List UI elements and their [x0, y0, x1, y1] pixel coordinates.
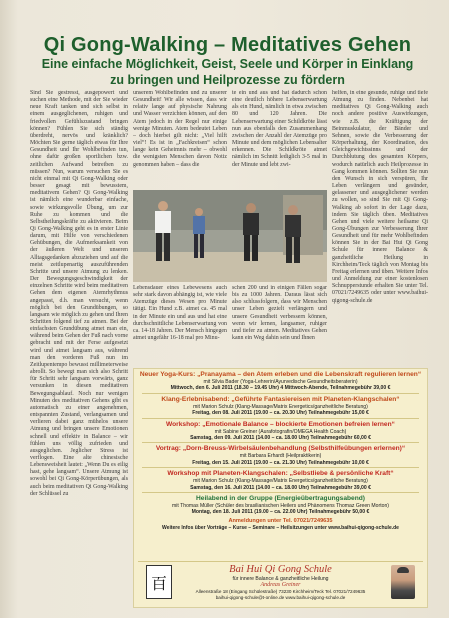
- article-text: unserem Wohlbefinden und zu unserer Gesundheit! Wir alle wissen, dass wir relativ lange auf physische Nahrung und Wasser verzichten können, auf den Atem jedoch in der Regel nur einige wenige Minuten. Atem bedeutet Leben – doch hierbei gilt nicht: „Viel hilft viel“! Es ist in „Fachkreisen“ schon lange kein Geheimnis mehr – obwohl die wenigsten Menschen davon Notiz genommen haben – dass die: [133, 90, 227, 168]
- ad-item-date: Samstag, den 16. Juli 2011 (14.00 – ca. 18.00 Uhr) Teilnahmegebühr 39,00 €: [190, 484, 371, 491]
- article-subtitle-line1: Eine einfache Möglichkeit, Geist, Seele und Körper in Einklang: [41, 57, 414, 71]
- ad-item-host: mit Marion Schulz (Klang-Massage/Matrix Energetics/ganzheitliche Beratung): [193, 403, 368, 410]
- ad-item-klang: [134, 394, 427, 417]
- ad-item-heilabend: [134, 493, 427, 516]
- article-column-3-bottom: [232, 285, 327, 355]
- logo-glyph: 百: [150, 573, 167, 593]
- school-contact: baihui-qigong-schule@t-online.de www.baihui-qigong-schule.de: [215, 594, 346, 600]
- article-column-1: [30, 90, 128, 608]
- school-signature: Andreas Greiner: [260, 582, 301, 589]
- qigong-walking-photo: [133, 190, 327, 282]
- ad-item-title: Workshop: „Emotionale Balance – blockierte Emotionen befreien lernen“: [166, 420, 395, 428]
- article-column-3-top: [232, 90, 327, 188]
- school-tagline: für innere Balance & ganzheitliche Heilung: [232, 576, 329, 582]
- article-text: schen 200 und in einigen Fällen sogar bis zu 1000 Jahren. Daraus lässt sich also schlussfolgern, dass wir Menschen unser Leben gezielt verlängern und unsere Gesundheit verbessern können, wenn wir lernen, langsamer, ruhiger und tiefer zu atmen. Meditatives Gehen kann ein Weg dahin sein und Ihnen: [232, 285, 327, 342]
- ad-item-date: Montag, den 18. Juli 2011 (19.00 – ca. 22.00 Uhr) Teilnahmegebühr 50,00 €: [191, 509, 370, 516]
- article-title: Qi Gong-Walking – Meditatives Gehen: [43, 34, 412, 56]
- school-logo-icon: [146, 565, 172, 599]
- ad-item-title: Heilabend in der Gruppe (Energieübertragungsabend): [196, 495, 365, 503]
- ad-item-title: Klang-Erlebnisabend: „Geführte Fantasiereisen mit Planeten-Klangschalen“: [161, 395, 400, 403]
- article-text: helfen, in eine gesunde, ruhige und tiefe Atmung zu finden. Nebenbei hat meditatives Qi Gong-Walking auch noch andere positive Auswirkungen, wie z.B. die Kräftigung der Beinmuskulatur, der Bänder und Sehnen, sowie die Verbesserung der Körperhaltung, der Koordination, des Gleichgewichtssinns und der Durchblutung des gesamten Körpers, wodurch natürlich auch Heilprozesse in Gang kommen können. Sollten Sie nun den Wunsch in sich verspüren, Ihr Leben verlängern und gesünder, gelassener und ausgeglichener werden zu wollen, so sind Sie mit Qi Gong-Walking ab sofort in der Lage dazu, indem Sie täglich üben. Meditatives Gehen und viele weitere heilsame Qi Gong-Übungen zur Verbesserung Ihrer Gesundheit und für mehr Wohlbefinden können Sie in der Bai Hui Qi Gong Schule für innere Balance & ganzheitliche Heilung in Kirchheim/Teck täglich von Montag bis Freitag erlernen und üben. Weitere Infos und Anmeldung zur einer kostenlosen Schnupperstunde erhalten Sie unter Tel. 07021/7249635 oder unter www.baihui-qigong-schule.de: [332, 90, 428, 304]
- article-header: [30, 34, 425, 88]
- article-subtitle-line2: zu bringen und Heilprozesse zu fördern: [110, 73, 345, 87]
- ad-item-date: Freitag, den 15. Juli 2011 (19.00 – ca. 21.30 Uhr) Teilnahmegebühr 10,00 €: [192, 459, 369, 466]
- ad-item-emotion: [134, 419, 427, 442]
- article-column-2-bottom: [133, 285, 227, 355]
- photo-figures: [133, 190, 327, 282]
- ad-item-date: Mittwoch, den 6. Juli 2011 (18.30 – 19.45 Uhr) 4 Mittwoch-Abende, Teilnahmegebühr 39,00 €: [170, 385, 391, 392]
- ad-item-date: Freitag, den 08. Juli 2011 (19.00 – ca. 20.30 Uhr) Teilnahmegebühr 15,00 €: [192, 410, 369, 417]
- ad-item-host: mit Marion Schulz (Klang-Massage/Matrix Energetics/ganzheitliche Beratung): [193, 478, 368, 485]
- article-column-2-top: [133, 90, 227, 188]
- ad-item-yoga: [134, 369, 427, 392]
- school-advertisement: [133, 368, 428, 608]
- article-text: Lebensdauer eines Lebewesens auch sehr stark davon abhängig ist, wie viele Atemzüge dieses Wesen pro Minute tätigt. Ein Hund z.B. atmet ca. 45 mal in der Minute ein und aus und hat eine durchschnittliche Lebenserwartung von ca. 14-18 Jahren. Der Mensch hingegen atmet ungefähr 16-18 mal pro Minu-: [133, 285, 227, 342]
- school-footer: [138, 561, 423, 603]
- more-info-line: Weitere Infos über Vorträge – Kurse – Seminare – Heilsitzungen unter www.baihui-qigong-schule.de: [162, 524, 399, 531]
- ad-item-title: Workshop mit Planeten-Klangschalen: „Selbstliebe & persönliche Kraft“: [167, 470, 394, 478]
- teacher-portrait: [391, 565, 415, 599]
- ad-item-title: Neuer Yoga-Kurs: „Pranayama – den Atem erleben und die Lebenskraft regulieren lernen“: [139, 371, 422, 378]
- school-name: Bai Hui Qi Gong Schule: [229, 564, 332, 575]
- ad-item-host: mit Silvia Bader (Yoga-Lehrerin/Ayurvedische Gesundheitsberaterin): [203, 379, 358, 385]
- ad-item-date: Samstag, den 09. Juli 2011 (14.00 – ca. 18.00 Uhr) Teilnahmegebühr 60,00 €: [190, 435, 371, 442]
- registration-phone: Anmeldungen unter Tel. 07021/7249635: [228, 517, 333, 524]
- school-address: Alleenstraße 18 (Eingang Schülestraße) 73230 Kirchheim/Teck Tel. 07021/7249635: [195, 589, 366, 595]
- ad-item-title: Vortrag: „Dorn-Breuss-Wirbelsäulenbehandlung (Selbsthilfeübungen erlernen)“: [155, 445, 406, 453]
- article-text: te ein und aus und hat dadurch schon eine deutlich höhere Lebenserwartung als ein Hund, nämlich in etwa zwischen 80 und 120 Jahren. Die Lebenserwartung einer Schildkröte lässt nun aus ebenfalls den Zusammenhang zwischen der Anzahl der Atemzüge pro Minute und dem möglichen Lebensalter erkennen. Die Schildkröte atmet nämlich im Schnitt lediglich 3-5 mal in der Minute und lebt zwi-: [232, 90, 327, 168]
- ad-item-host: mit Barbara Erhardt (Heilpraktikerin): [239, 453, 322, 460]
- ad-item-host: mit Thomas Müller (Schüler des brasilianischen Heilers und Phänomens Thomaz Green Morton): [172, 503, 389, 510]
- ad-item-selbstliebe: [134, 468, 427, 491]
- article-column-4: [332, 90, 428, 358]
- ad-item-dorn: [134, 443, 427, 466]
- article-text: Sind Sie gestresst, ausgepowert und suchen eine Methode, mit der Sie wieder neue Kraft tanken und sich selbst in einem ausgeglichenen, ruhigen und friedvollen Gefühlszustand bringen können? Fühlen Sie sich ständig überdreht, nervös und kränklich? Möchten Sie gerne täglich etwas für Ihre Gesundheit und Ihr Wohlbefinden tun, ohne dafür großen sportlichen bzw. zeitlichen Aufwand betreiben zu müssen? Nun, warum versuchen Sie es nicht einmal mit Qi Gong-Walking oder besser gesagt mit bewusstem, meditativem Gehen? Qi Gong-Walking ist nämlich eine wunderbar einfache, sowie wirkungsvolle Übung, um zur Ruhe zu kommen und die Selbstheilungskräfte zu aktivieren. Beim Qi Gong-Walking geht es in erster Linie darum, mit Hilfe von verschiedenen Gehübungen, die Aufmerksamkeit von der äußeren Welt und unseren Alltagsgedanken abzuziehen und auf die meist zeitlupenartig auszuführenden Schritte und unsere Atmung zu lenken. Der Bewegungsgeschwindigkeit der einzelnen Schritte wird beim meditativen Gehen dem eigenen Atemrhythmus angepasst, d.h. man versucht, wenn möglich bei den Grundübungen, so langsam wie möglich zu gehen und Ihren Schritten folgend tief zu atmen. Bei der einfachsten Grundübung atmet man ein, während beim Gehen der Fuß nach vorne gebracht und mit der Ferse aufgesetzt wird und atmet langsam aus, während man den vorderen Fuß nun im Zeitlupentempo bewusst millimeterweise abrollt. So bewegt man sich also Schritt für Schritt sehr langsam vorwärts, ganz versunken in diesen meditativen Bewegungsablauf. Noch nur wenigen Minuten des meditativen Gehens gibt es automatisch zu einer angenehmen, entspannten Zustand, verlangsamen und verlieren dabei ganz mühelos unsere Atmung und bringen unsere Emotionen schnell und effektiv in Balance – wir fühlen uns völlig zufrieden und ausgeglichen. Jeglicher Stress ist verflogen. Eine alte chinesische Lebensweisheit lautet: „Wenn Du es eilig hast, gehe langsam“. Unsere Atmung ist sowohl bei Qi Gong-Körperübungen, als auch beim meditativen Qi Gong-Walking der Schlüssel zu: [30, 90, 128, 497]
- ad-item-host: mit Sabine Greiner (Aurafotografin/OMEGA Health Coach): [214, 428, 347, 435]
